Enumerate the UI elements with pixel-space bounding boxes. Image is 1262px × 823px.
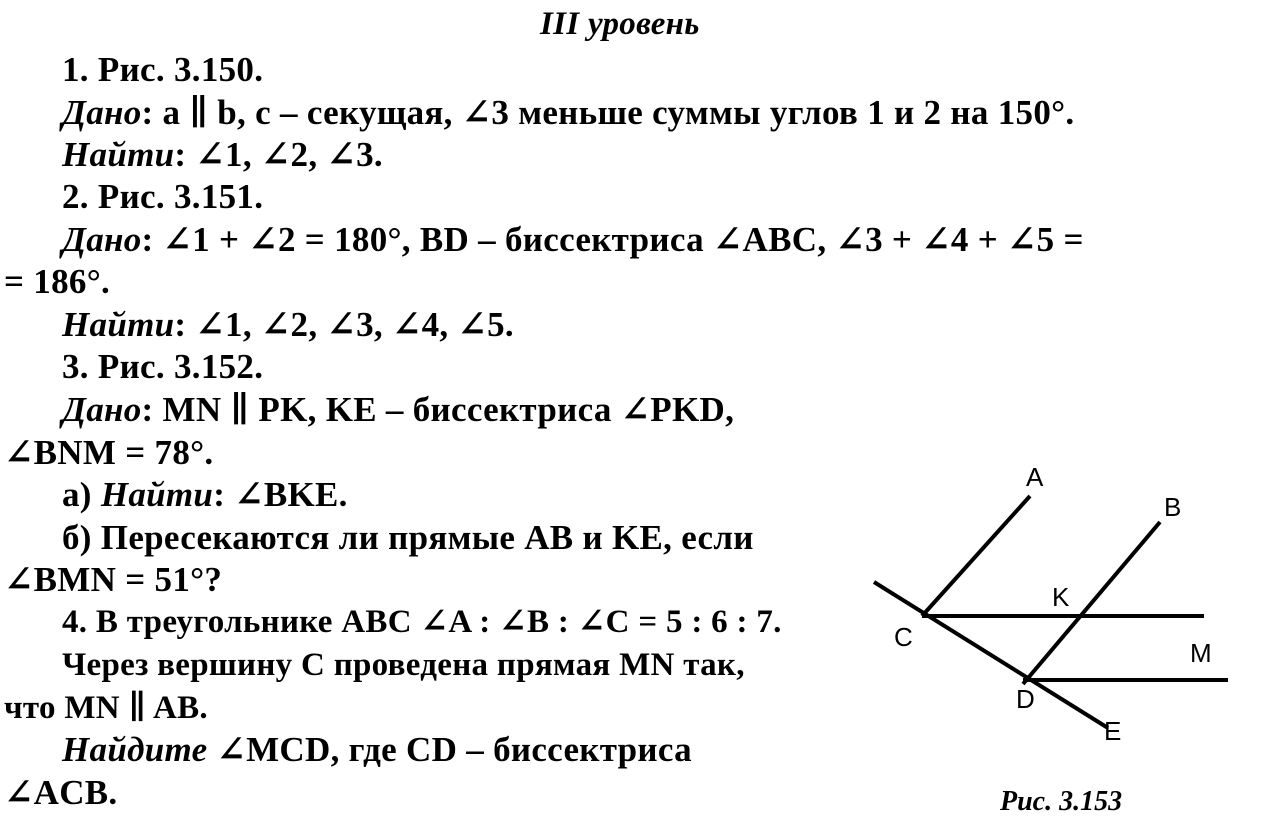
figure-3-153 — [860, 450, 1240, 750]
find-text: : ∠1, ∠2, ∠3. — [174, 135, 383, 174]
label-k: K — [1052, 582, 1070, 612]
problem-1-title: 1. Рис. 3.150. — [62, 50, 264, 89]
problem-4-find — [62, 730, 692, 770]
problem-4-line-1: 4. В треугольнике ABC ∠A : ∠B : ∠C = 5 : 6 : 7. — [62, 604, 782, 640]
label-m: M — [1190, 638, 1212, 668]
problem-3-part-a — [62, 475, 348, 515]
find-text: : ∠1, ∠2, ∠3, ∠4, ∠5. — [174, 305, 514, 344]
figure-caption: Рис. 3.153 — [1000, 786, 1123, 817]
problem-3-given-cont: ∠BNM = 78°. — [4, 433, 214, 472]
find-label: Найти — [62, 135, 175, 174]
problem-4-line-3: что MN ∥ AB. — [4, 690, 208, 726]
find-text: ∠MCD, где CD – биссектриса — [207, 730, 692, 769]
problem-1-given — [62, 93, 1074, 133]
given-text: : MN ∥ PK, KE – биссектриса ∠PKD, — [141, 390, 735, 429]
given-label: Дано — [62, 390, 142, 429]
problem-4-line-2: Через вершину C проведена прямая MN так, — [62, 647, 745, 683]
given-text: : ∠1 + ∠2 = 180°, BD – биссектриса ∠ABC, ∠3 + ∠4 + ∠5 = — [141, 220, 1084, 259]
problem-2-given-cont: = 186°. — [4, 262, 111, 301]
line-db — [1023, 522, 1160, 684]
section-heading: III уровень — [540, 6, 700, 42]
part-a-prefix: а) — [62, 475, 101, 514]
problem-3-title: 3. Рис. 3.152. — [62, 347, 264, 386]
label-a: A — [1026, 462, 1044, 492]
given-label: Дано — [62, 220, 142, 259]
find-text: : ∠BKE. — [213, 475, 348, 514]
problem-2-find — [62, 305, 514, 345]
given-text: : a ∥ b, c – секущая, ∠3 меньше суммы углов 1 и 2 на 150°. — [141, 93, 1075, 132]
problem-2-given — [62, 220, 1084, 260]
problem-3-given — [62, 390, 734, 430]
label-b: B — [1164, 492, 1182, 522]
problem-2-title: 2. Рис. 3.151. — [62, 177, 264, 216]
line-ca — [922, 496, 1030, 616]
problem-1-find — [62, 135, 383, 175]
given-label: Дано — [62, 93, 142, 132]
label-c: C — [894, 622, 913, 652]
problem-3-part-b: б) Пересекаются ли прямые AB и KE, если — [62, 518, 754, 557]
problem-4-find-cont: ∠ACB. — [4, 773, 118, 812]
find-label: Найти — [100, 475, 214, 514]
find-label: Найти — [62, 305, 175, 344]
label-e: E — [1104, 716, 1122, 746]
label-d: D — [1016, 684, 1035, 714]
find-label: Найдите — [62, 730, 208, 769]
line-ce — [874, 582, 1108, 728]
problem-3-part-b-cont: ∠BMN = 51°? — [4, 560, 223, 599]
